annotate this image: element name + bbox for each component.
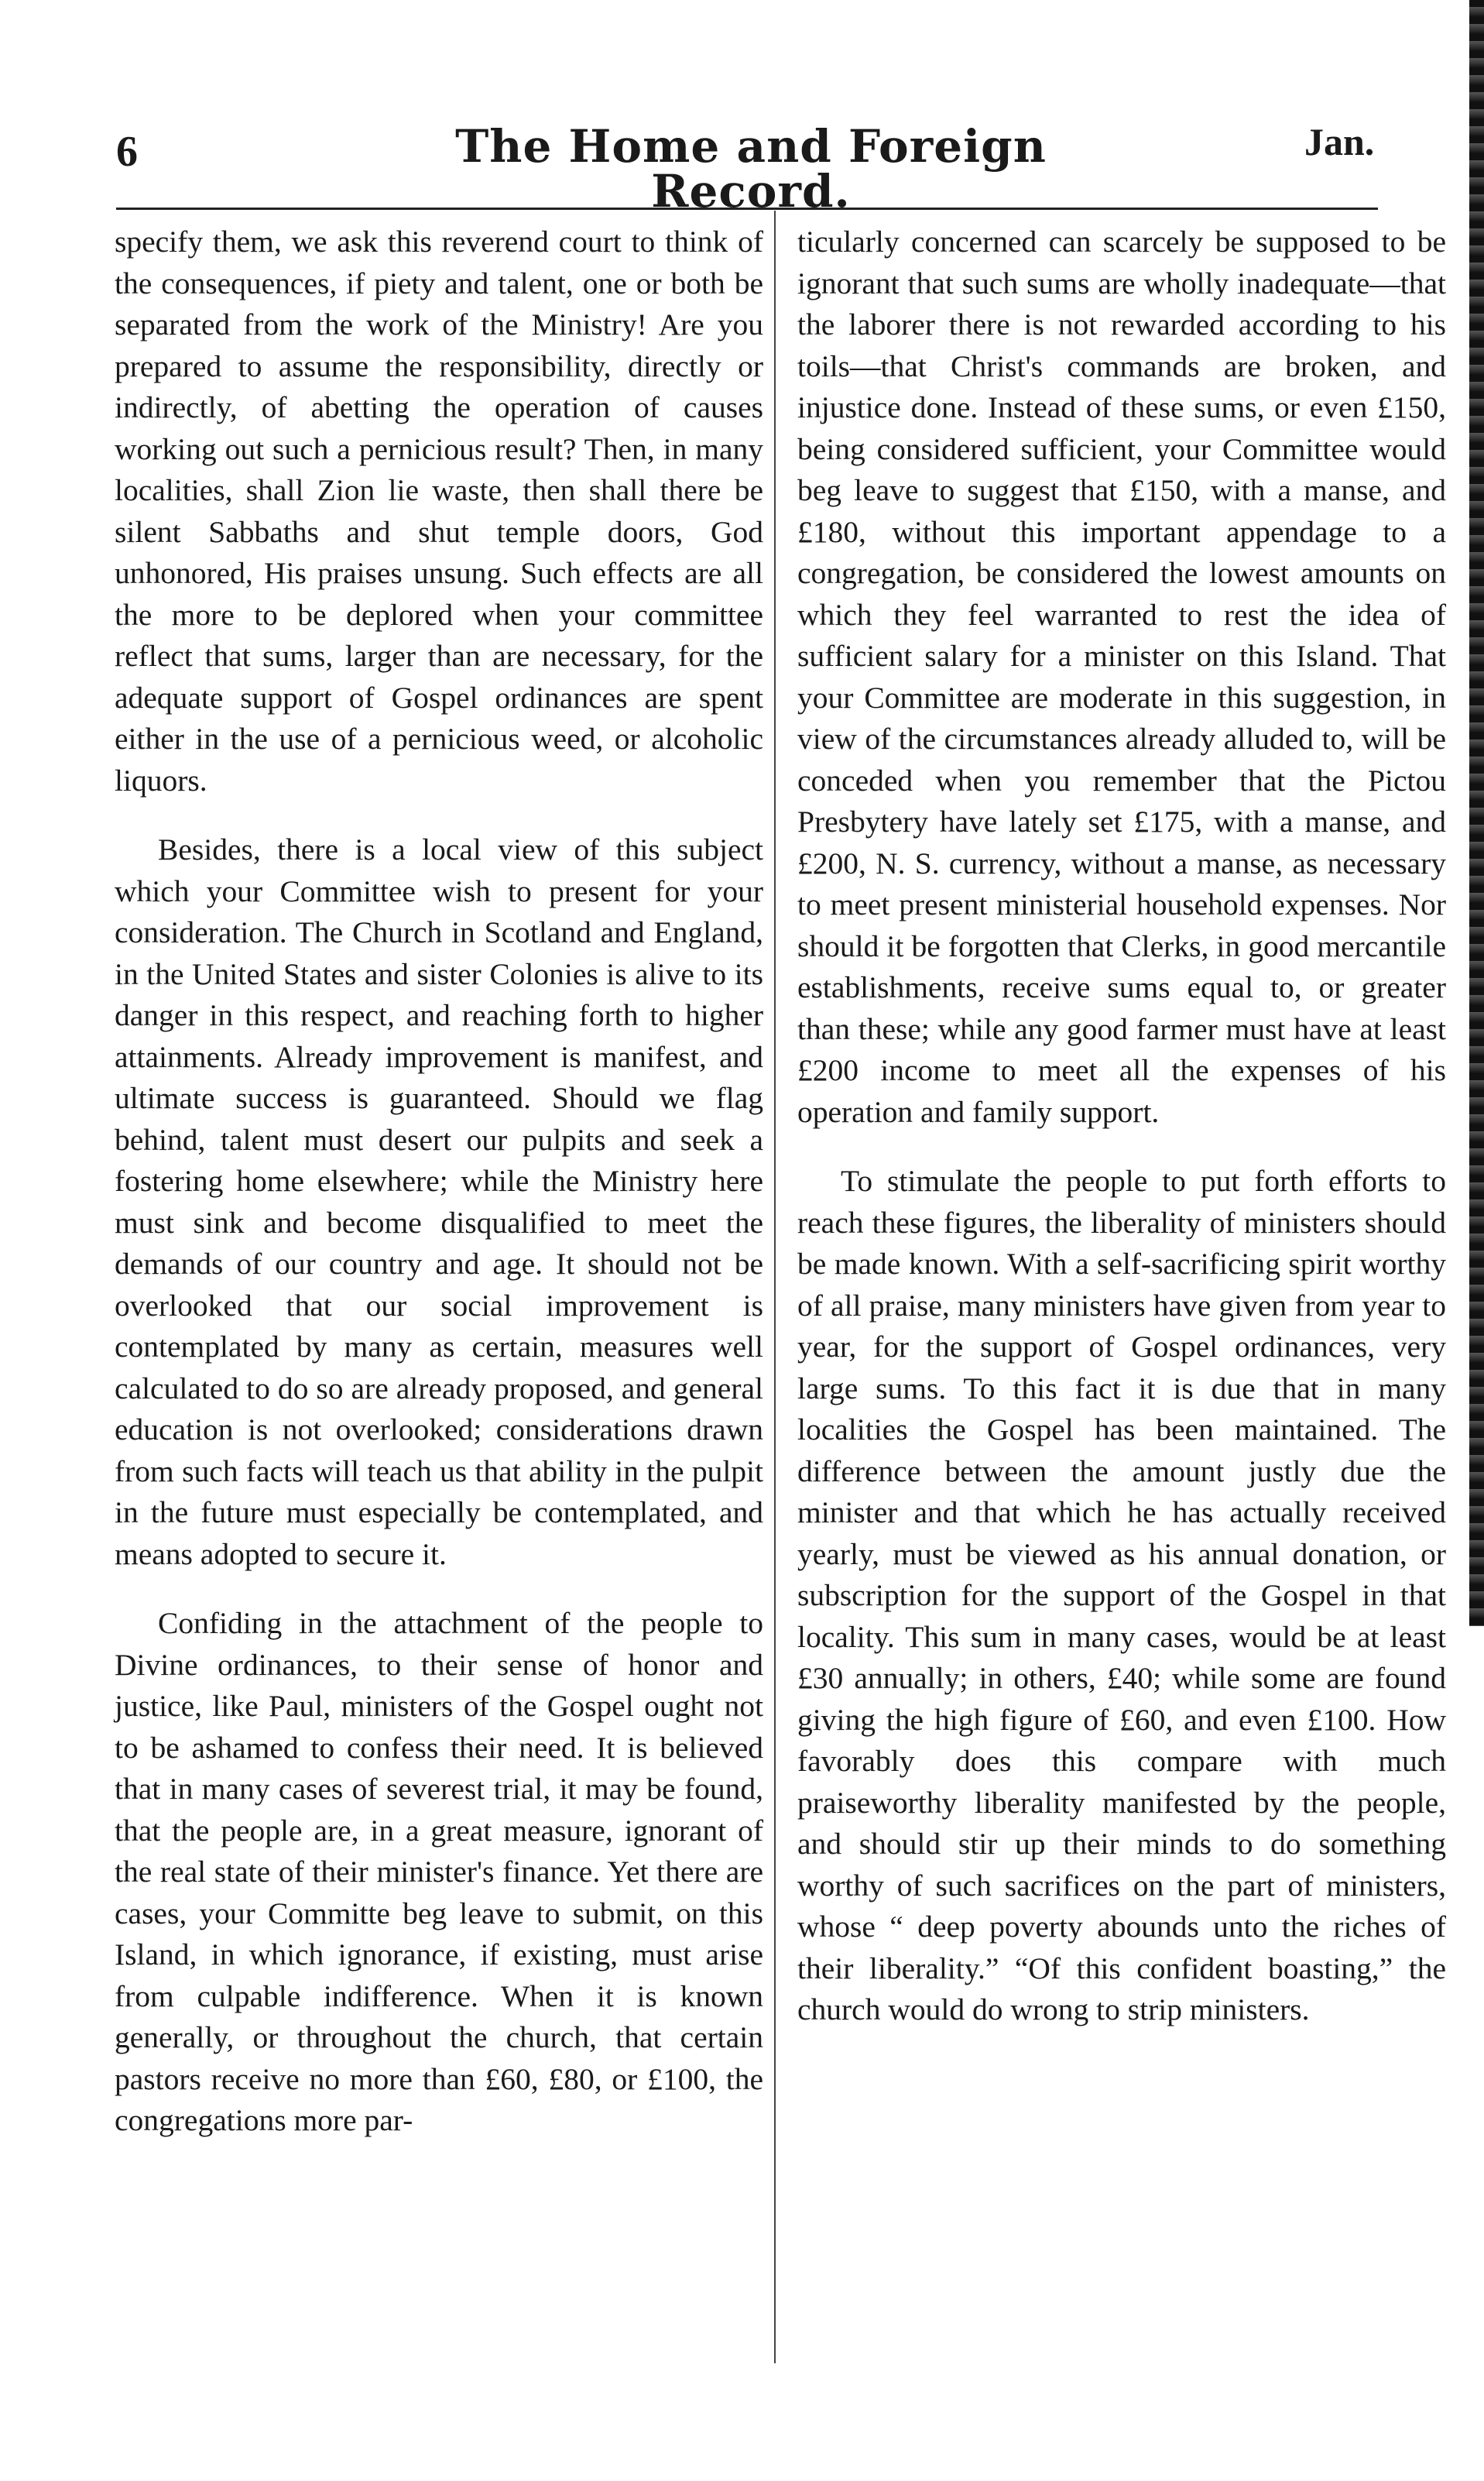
column-divider bbox=[774, 211, 776, 2363]
paragraph: Confiding in the attachment of the people to Divine ordinances, to their sense of honor and justice, like Paul, ministers of the Gospel ought not to be ashamed to confess their need. It is believed that in many cases of severest trial, it may be found, that the people are, in a great measure, ignorant of the real state of their minister's finance. Yet there are cases, your Committe beg leave to submit, on this Island, in which ignorance, if existing, must arise from culpable indifference. When it is known generally, or throughout the church, that certain pastors receive no more than £60, £80, or £100, the congregations more par- bbox=[115, 1606, 763, 2137]
page-number: 6 bbox=[116, 128, 138, 176]
header-rule bbox=[116, 208, 1378, 210]
paragraph: Besides, there is a local view of this subject which your Committee wish to present for your consideration. The Church in Scotland and England, in the United States and sister Colonies is alive to its danger in this respect, and reaching forth to higher attainments. Already improvement is manifest, and ultimate success is guaranteed. Should we flag behind, talent must desert our pulpits and seek a fostering home elsewhere; while the Ministry here must sink and become disqualified to meet the demands of our country and age. It should not be overlooked that our social improvement is contemplated by many as certain, measures well calculated to do so are already proposed, and general education is not overlooked; considerations drawn from such facts will teach us that ability in the pulpit in the future must especially be contemplated, and means adopted to secure it. bbox=[115, 832, 763, 1571]
scan-edge-strip bbox=[1469, 0, 1484, 1626]
paragraph: ticularly concerned can scarcely be supposed to be ignorant that such sums are wholly inadequate—that the laborer there is not rewarded according to his toils—that Christ's commands are broken, and injustice done. Instead of these sums, or even £150, being considered sufficient, your Committee would beg leave to suggest that £150, with a manse, and £180, without this important appendage to a congregation, be considered the lowest amounts on which they feel warranted to rest the idea of sufficient salary for a minister on this Island. That your Committee are moderate in this suggestion, in view of the circumstances already alluded to, will be conceded when you remember that the Pictou Presbytery have lately set £175, with a manse, and £200, N. S. currency, without a manse, as necessary to meet present ministerial household expenses. Nor should it be forgotten that Clerks, in good mercantile establishments, receive sums equal to, or greater than these; while any good farmer must have at least £200 income to meet all the expenses of his operation and family support. bbox=[797, 225, 1446, 1129]
right-column bbox=[797, 221, 1446, 2031]
left-column bbox=[115, 221, 763, 2142]
paragraph: specify them, we ask this reverend court to think of the consequences, if piety and talent, one or both be separated from the work of the Ministry! Are you prepared to assume the responsibility, directly or indirectly, of abetting the operation of causes working out such a pernicious result? Then, in many localities, shall Zion lie waste, then shall there be silent Sabbaths and shut temple doors, God unhonored, His praises unsung. Such effects are all the more to be deplored when your committee reflect that sums, larger than are necessary, for the adequate support of Gospel ordinances are spent either in the use of a pernicious weed, or alcoholic liquors. bbox=[115, 225, 763, 798]
paragraph: To stimulate the people to put forth efforts to reach these figures, the liberality of ministers should be made known. With a self-sacrificing spirit worthy of all praise, many ministers have given from year to year, for the support of Gospel ordinances, very large sums. To this fact it is due that in many localities the Gospel has been maintained. The difference between the amount justly due the minister and that which he has actually received yearly, must be viewed as his annual donation, or subscription for the support of the Gospel in that locality. This sum in many cases, would be at least £30 annually; in others, £40; while some are found giving the high figure of £60, and even £100. How favorably does this compare with much praiseworthy liberality manifested by the people, and should stir up their minds to do something worthy of such sacrifices on the part of ministers, whose “ deep poverty abounds unto the riches of their liberality.” “Of this confident boasting,” the church would do wrong to strip ministers. bbox=[797, 1164, 1446, 2026]
issue-month: Jan. bbox=[1304, 120, 1375, 163]
running-title: The Home and Foreign Record. bbox=[455, 120, 1047, 218]
